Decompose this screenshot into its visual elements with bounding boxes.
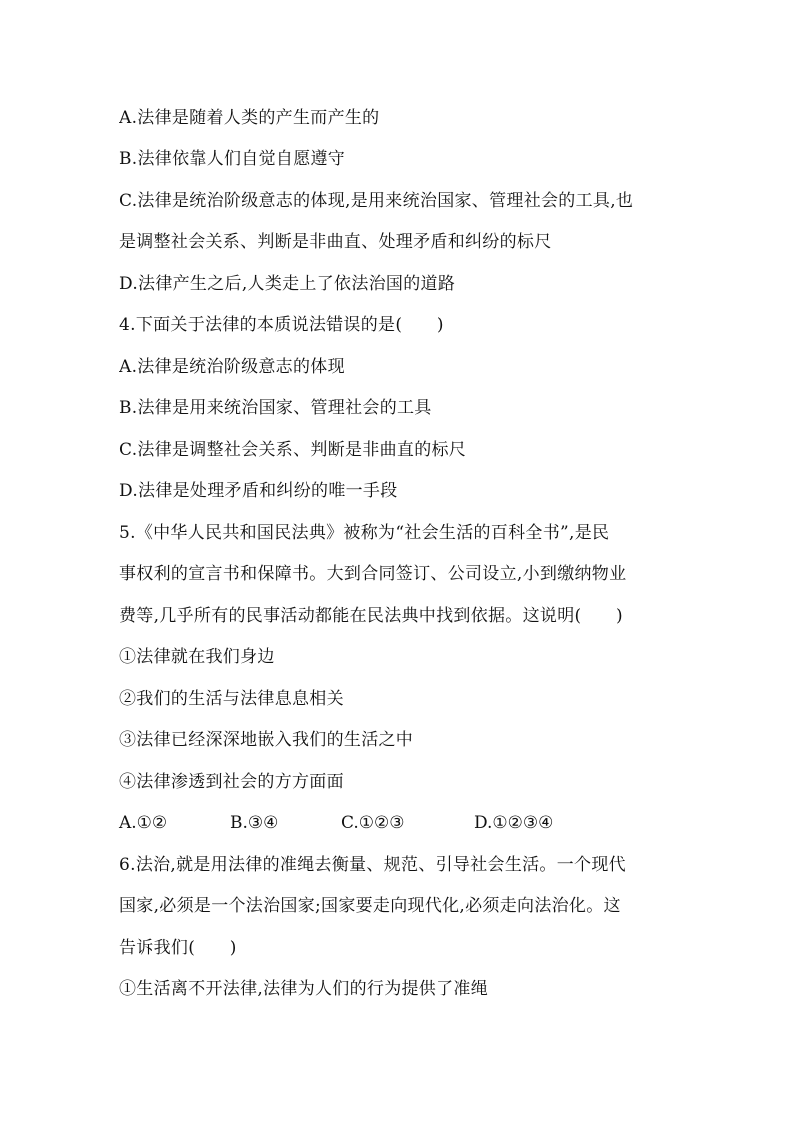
q4-option-a: A.法律是统治阶级意志的体现 [119, 357, 345, 377]
q5-stem-line2: 事权利的宣言书和保障书。大到合同签订、公司设立,小到缴纳物业 [119, 564, 627, 584]
q4-option-b: B.法律是用来统治国家、管理社会的工具 [119, 398, 432, 418]
q3-option-a: A.法律是随着人类的产生而产生的 [119, 108, 380, 128]
q3-option-c-line2: 是调整社会关系、判断是非曲直、处理矛盾和纠纷的标尺 [119, 232, 552, 252]
q3-option-d: D.法律产生之后,人类走上了依法治国的道路 [119, 274, 456, 294]
q4-stem: 4.下面关于法律的本质说法错误的是( ) [119, 315, 444, 335]
q5-statement-4: ④法律渗透到社会的方方面面 [119, 772, 344, 792]
q5-statement-1: ①法律就在我们身边 [119, 647, 275, 667]
q5-option-d: D.①②③④ [474, 813, 554, 833]
q5-statement-2: ②我们的生活与法律息息相关 [119, 689, 344, 709]
q5-option-c: C.①②③ [341, 813, 405, 833]
q6-stem-line1: 6.法治,就是用法律的准绳去衡量、规范、引导社会生活。一个现代 [119, 855, 626, 875]
q6-statement-1: ①生活离不开法律,法律为人们的行为提供了准绳 [119, 979, 489, 999]
q3-option-c-line1: C.法律是统治阶级意志的体现,是用来统治国家、管理社会的工具,也 [119, 191, 634, 211]
q6-stem-line3: 告诉我们( ) [119, 938, 237, 958]
q5-stem-line3: 费等,几乎所有的民事活动都能在民法典中找到依据。这说明( ) [119, 606, 623, 626]
q4-option-d: D.法律是处理矛盾和纠纷的唯一手段 [119, 481, 398, 501]
q4-option-c: C.法律是调整社会关系、判断是非曲直的标尺 [119, 440, 467, 460]
q3-option-b: B.法律依靠人们自觉自愿遵守 [119, 149, 346, 169]
q5-option-b: B.③④ [230, 813, 279, 833]
q5-statement-3: ③法律已经深深地嵌入我们的生活之中 [119, 730, 414, 750]
q6-stem-line2: 国家,必须是一个法治国家;国家要走向现代化,必须走向法治化。这 [119, 896, 621, 916]
q5-options-row [119, 811, 679, 835]
q5-option-a: A.①② [119, 813, 168, 833]
q5-stem-line1: 5.《中华人民共和国民法典》被称为“社会生活的百科全书”,是民 [119, 523, 610, 543]
